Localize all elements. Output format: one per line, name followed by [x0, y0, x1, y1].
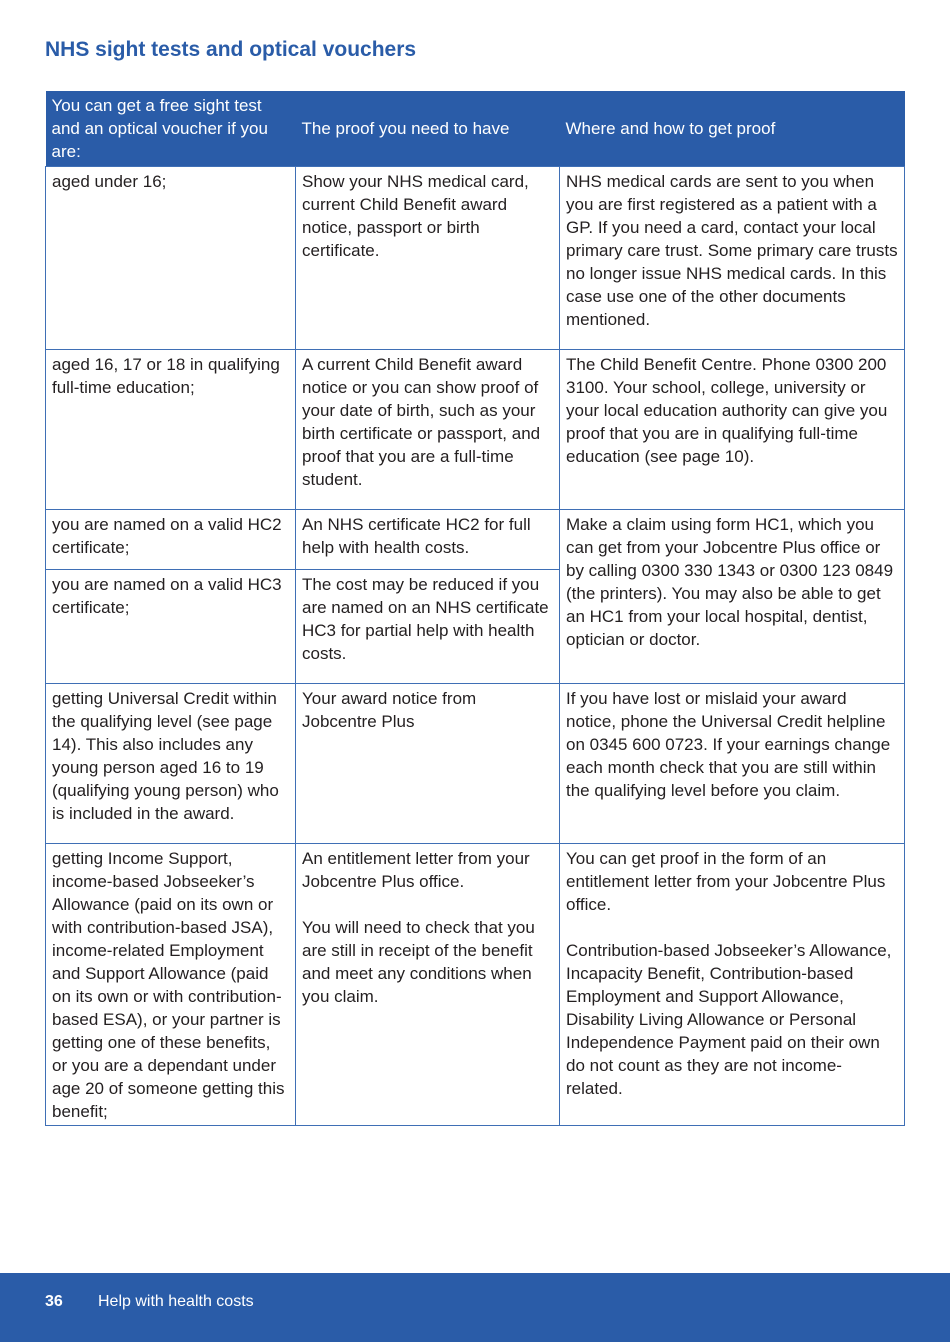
proof-paragraph: An entitlement letter from your Jobcentre Plus office. — [302, 849, 530, 891]
cell-proof: Your award notice from Jobcentre Plus — [296, 684, 560, 844]
cell-where: Make a claim using form HC1, which you can get from your Jobcentre Plus office or by calling 0300 330 1343 or 0300 123 0849 (the printers). You may also be able to get an HC1 from your local hospital, dentist, optician or doctor. — [560, 510, 905, 684]
cell-where: If you have lost or mislaid your award notice, phone the Universal Credit helpline on 0345 600 0723. If your earnings change each month check that you are still within the qualifying level before you claim. — [560, 684, 905, 844]
table-row — [46, 684, 905, 844]
page-footer — [0, 1273, 950, 1342]
table-row — [46, 167, 905, 350]
table-header-row — [46, 91, 905, 167]
cell-eligibility: getting Income Support, income-based Jobseeker’s Allowance (paid on its own or with contribution-based JSA), income-related Employment and Support Allowance (paid on its own or with contribution-based ESA), or your partner is getting one of these benefits, or you are a dependant under age 20 of someone getting this benefit; — [46, 844, 296, 1126]
table-row — [46, 510, 905, 570]
header-proof: The proof you need to have — [296, 91, 560, 167]
header-where: Where and how to get proof — [560, 91, 905, 167]
cell-proof: Show your NHS medical card, current Child Benefit award notice, passport or birth certificate. — [296, 167, 560, 350]
cell-proof: The cost may be reduced if you are named on an NHS certificate HC3 for partial help with health costs. — [296, 570, 560, 684]
table-row — [46, 844, 905, 1126]
cell-eligibility: you are named on a valid HC3 certificate; — [46, 570, 296, 684]
header-eligibility: You can get a free sight test and an optical voucher if you are: — [46, 91, 296, 167]
cell-where: The Child Benefit Centre. Phone 0300 200 3100. Your school, college, university or your local education authority can give you proof that you are in qualifying full-time education (see page 10). — [560, 350, 905, 510]
cell-proof: An NHS certificate HC2 for full help with health costs. — [296, 510, 560, 570]
page-title: NHS sight tests and optical vouchers — [45, 38, 417, 61]
page-number: 36 — [45, 1293, 63, 1310]
cell-eligibility: aged 16, 17 or 18 in qualifying full-time education; — [46, 350, 296, 510]
footer-title: Help with health costs — [98, 1293, 254, 1310]
where-paragraph: You can get proof in the form of an entitlement letter from your Jobcentre Plus office. — [566, 849, 886, 914]
cell-eligibility: getting Universal Credit within the qualifying level (see page 14). This also includes any young person aged 16 to 19 (qualifying young person) who is included in the award. — [46, 684, 296, 844]
proof-paragraph: You will need to check that you are still in receipt of the benefit and meet any conditions when you claim. — [302, 918, 535, 1006]
cell-proof — [296, 844, 560, 1126]
table-row — [46, 350, 905, 510]
cell-proof: A current Child Benefit award notice or you can show proof of your date of birth, such as your birth certificate or passport, and proof that you are a full-time student. — [296, 350, 560, 510]
cell-where — [560, 844, 905, 1126]
cell-eligibility: you are named on a valid HC2 certificate; — [46, 510, 296, 570]
cell-eligibility: aged under 16; — [46, 167, 296, 350]
cell-where: NHS medical cards are sent to you when you are first registered as a patient with a GP. If you need a card, contact your local primary care trust. Some primary care trusts no longer issue NHS medical cards. In this case use one of the other documents mentioned. — [560, 167, 905, 350]
where-paragraph: Contribution-based Jobseeker’s Allowance, Incapacity Benefit, Contribution-based Employment and Support Allowance, Disability Living Allowance or Personal Independence Payment paid on their own do not count as they are not income-related. — [566, 941, 892, 1098]
eligibility-table — [45, 91, 905, 1126]
